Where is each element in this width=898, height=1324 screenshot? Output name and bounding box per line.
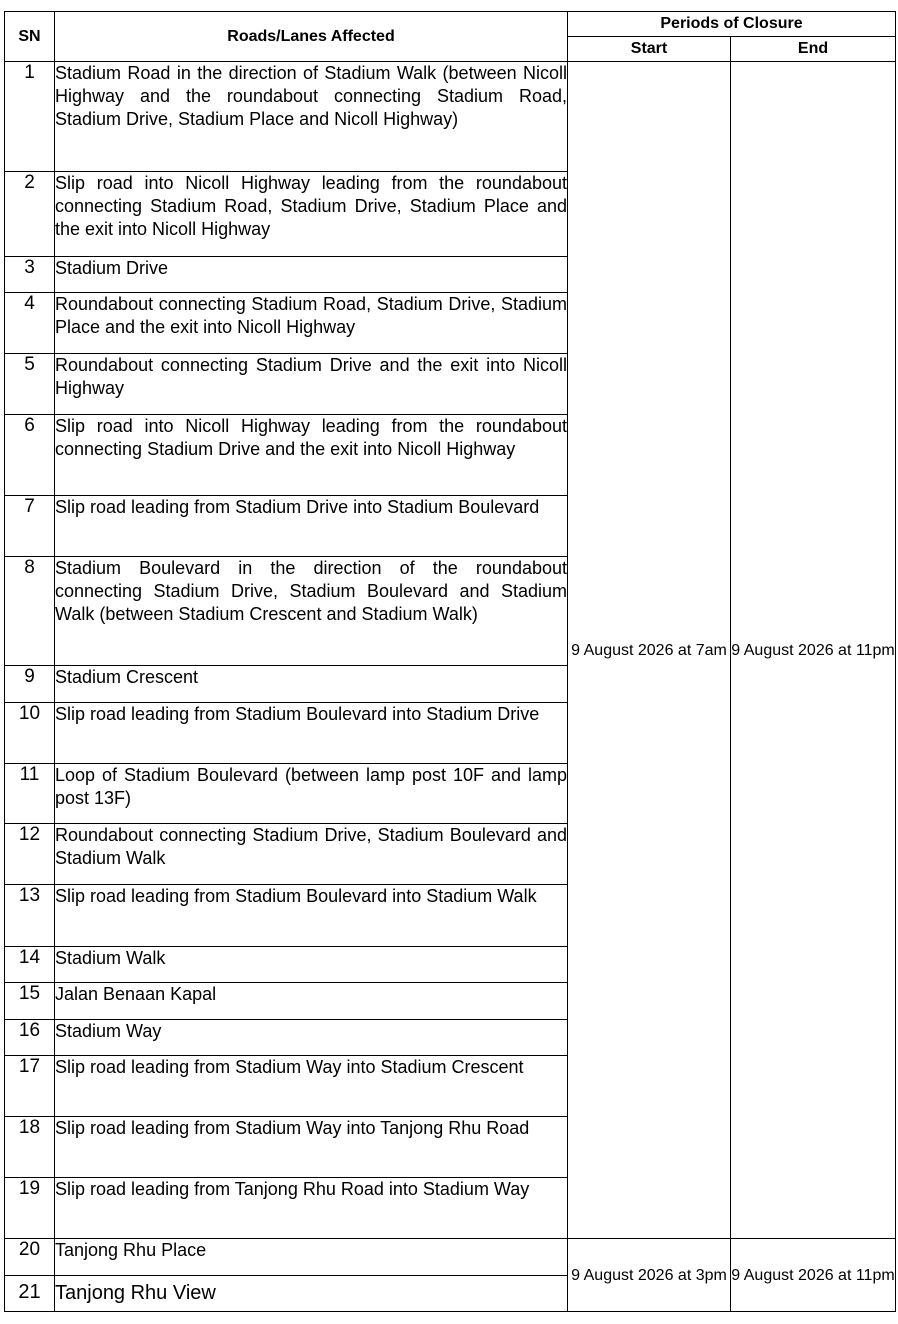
row-road: Tanjong Rhu View xyxy=(55,1276,568,1312)
row-sn: 2 xyxy=(5,172,55,257)
row-road: Tanjong Rhu Place xyxy=(55,1239,568,1276)
row-road: Roundabout connecting Stadium Road, Stadium Drive, Stadium Place and the exit into Nicoll Highway xyxy=(55,293,568,354)
row-sn: 20 xyxy=(5,1239,55,1276)
header-start: Start xyxy=(568,37,731,62)
row-road: Stadium Way xyxy=(55,1020,568,1056)
row-sn: 1 xyxy=(5,62,55,172)
row-sn: 12 xyxy=(5,824,55,885)
period-start-group2: 9 August 2026 at 3pm xyxy=(568,1239,731,1312)
row-sn: 21 xyxy=(5,1276,55,1312)
row-road: Loop of Stadium Boulevard (between lamp post 10F and lamp post 13F) xyxy=(55,764,568,824)
row-road: Stadium Boulevard in the direction of the roundabout connecting Stadium Drive, Stadium Boulevard and Stadium Walk (between Stadium Crescent and Stadium Walk) xyxy=(55,557,568,666)
row-road: Slip road into Nicoll Highway leading from the roundabout connecting Stadium Road, Stadium Drive, Stadium Place and the exit into Nicoll Highway xyxy=(55,172,568,257)
row-sn: 9 xyxy=(5,666,55,703)
row-road: Slip road leading from Stadium Boulevard into Stadium Walk xyxy=(55,885,568,947)
row-road: Slip road leading from Stadium Drive into Stadium Boulevard xyxy=(55,496,568,557)
row-sn: 7 xyxy=(5,496,55,557)
row-sn: 14 xyxy=(5,947,55,983)
row-sn: 6 xyxy=(5,415,55,496)
row-road: Slip road leading from Stadium Way into Stadium Crescent xyxy=(55,1056,568,1117)
row-sn: 18 xyxy=(5,1117,55,1178)
table-row xyxy=(5,1239,896,1276)
table-row xyxy=(5,62,896,172)
period-end-group2: 9 August 2026 at 11pm xyxy=(731,1239,896,1312)
row-sn: 13 xyxy=(5,885,55,947)
row-road: Slip road leading from Stadium Boulevard into Stadium Drive xyxy=(55,703,568,764)
row-sn: 10 xyxy=(5,703,55,764)
row-road: Jalan Benaan Kapal xyxy=(55,983,568,1020)
row-road: Slip road leading from Tanjong Rhu Road into Stadium Way xyxy=(55,1178,568,1239)
header-periods: Periods of Closure xyxy=(568,12,896,37)
row-sn: 15 xyxy=(5,983,55,1020)
header-roads: Roads/Lanes Affected xyxy=(55,12,568,62)
row-sn: 3 xyxy=(5,257,55,293)
row-road: Stadium Drive xyxy=(55,257,568,293)
period-end-group1: 9 August 2026 at 11pm xyxy=(731,62,896,1239)
row-road: Slip road into Nicoll Highway leading from the roundabout connecting Stadium Drive and the exit into Nicoll Highway xyxy=(55,415,568,496)
row-road: Roundabout connecting Stadium Drive, Stadium Boulevard and Stadium Walk xyxy=(55,824,568,885)
period-start-group1: 9 August 2026 at 7am xyxy=(568,62,731,1239)
row-sn: 4 xyxy=(5,293,55,354)
row-sn: 16 xyxy=(5,1020,55,1056)
header-sn: SN xyxy=(5,12,55,62)
row-sn: 17 xyxy=(5,1056,55,1117)
row-road: Roundabout connecting Stadium Drive and the exit into Nicoll Highway xyxy=(55,354,568,415)
road-closure-table xyxy=(4,11,896,1312)
row-sn: 8 xyxy=(5,557,55,666)
row-sn: 19 xyxy=(5,1178,55,1239)
row-road: Stadium Road in the direction of Stadium Walk (between Nicoll Highway and the roundabout connecting Stadium Road, Stadium Drive, Stadium Place and Nicoll Highway) xyxy=(55,62,568,172)
row-sn: 11 xyxy=(5,764,55,824)
row-sn: 5 xyxy=(5,354,55,415)
row-road: Stadium Crescent xyxy=(55,666,568,703)
header-end: End xyxy=(731,37,896,62)
row-road: Slip road leading from Stadium Way into Tanjong Rhu Road xyxy=(55,1117,568,1178)
row-road: Stadium Walk xyxy=(55,947,568,983)
